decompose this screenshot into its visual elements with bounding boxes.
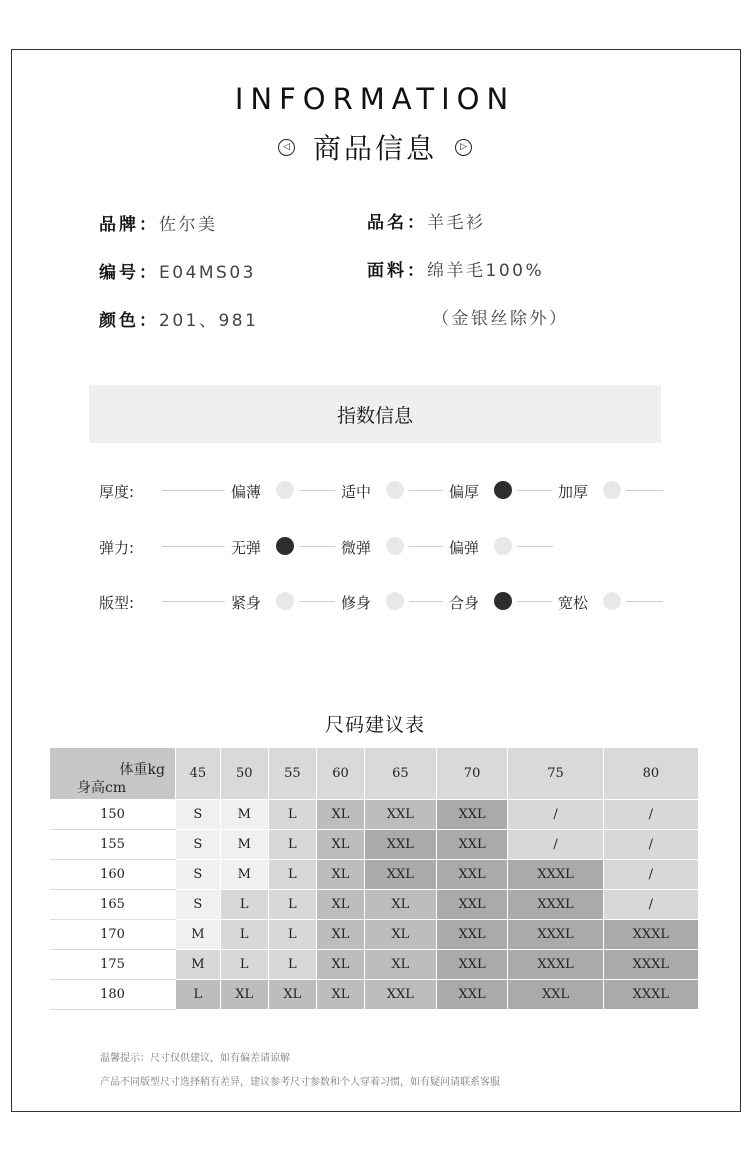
size-cell: XXXL [508,860,603,890]
selected-dot-icon [494,481,512,499]
code-info [99,258,256,283]
size-cell: L [268,800,316,830]
selected-dot-icon [494,592,512,610]
size-chart-corner [50,748,176,800]
size-chart-table [50,748,699,1010]
size-cell: XXL [436,980,508,1010]
size-cell: L [220,890,268,920]
color-info [99,306,258,331]
weight-header: 80 [603,748,698,800]
fabric-value: 绵羊毛100% [427,261,545,281]
size-cell: S [176,890,221,920]
size-cell: XXL [436,950,508,980]
size-cell: XL [365,890,437,920]
size-cell: XXL [365,800,437,830]
size-cell: XXXL [508,890,603,920]
weight-header: 45 [176,748,221,800]
size-cell: / [508,830,603,860]
brand-label: 品牌： [99,215,159,235]
index-option-label: 偏厚 [449,483,480,501]
size-cell: S [176,860,221,890]
brand-value: 佐尔美 [159,215,218,235]
size-cell: L [268,950,316,980]
size-cell: L [268,830,316,860]
selected-dot-icon [276,537,294,555]
name-value: 羊毛衫 [427,213,486,233]
index-option-label: 偏弹 [449,539,480,557]
height-header: 155 [50,830,176,860]
size-cell: XXL [436,890,508,920]
fabric-note-text: （金银丝除外） [432,309,569,329]
index-option-label: 修身 [341,594,372,612]
unselected-dot-icon [386,481,404,499]
color-value: 201、981 [159,311,259,331]
fabric-label: 面料： [367,261,427,281]
corner-weight-label: 体重kg [119,762,165,778]
unselected-dot-icon [386,592,404,610]
size-cell: L [220,950,268,980]
title-chinese-row [0,127,750,167]
size-cell: L [268,860,316,890]
size-disclaimer-note: 产品不同版型尺寸选择稍有差异，建议参考尺寸参数和个人穿着习惯，如有疑问请联系客服 [100,1077,500,1088]
table-row [50,920,699,950]
size-cell: XXL [508,980,603,1010]
size-cell: L [268,920,316,950]
size-cell: L [176,980,221,1010]
size-cell: XXL [436,920,508,950]
size-cell: / [603,830,698,860]
height-header: 160 [50,860,176,890]
unselected-dot-icon [603,592,621,610]
fabric-note [432,304,569,329]
size-cell: XXXL [603,950,698,980]
table-row [50,800,699,830]
size-cell: XXXL [603,920,698,950]
size-cell: S [176,800,221,830]
index-option-label: 合身 [449,594,480,612]
index-row-label: 版型: [99,594,135,612]
weight-header: 60 [316,748,364,800]
size-cell: XXL [365,830,437,860]
corner-height-label: 身高cm [77,780,127,796]
size-cell: XL [316,830,364,860]
title-chinese: 商品信息 [312,132,437,165]
size-cell: XXXL [508,920,603,950]
height-header: 170 [50,920,176,950]
height-header: 150 [50,800,176,830]
size-cell: XL [316,860,364,890]
size-cell: XL [316,890,364,920]
code-value: E04MS03 [159,263,256,283]
size-cell: XL [220,980,268,1010]
size-cell: / [508,800,603,830]
size-cell: XL [268,980,316,1010]
index-option-label: 适中 [341,483,372,501]
size-cell: L [220,920,268,950]
name-info [367,208,486,233]
size-cell: XL [316,980,364,1010]
size-cell: XL [316,800,364,830]
index-option-label: 加厚 [558,483,589,501]
size-cell: XXL [436,800,508,830]
size-cell: XXXL [603,980,698,1010]
index-option-label: 偏薄 [231,483,262,501]
index-option-label: 紧身 [231,594,262,612]
size-chart-body [50,800,699,1010]
size-cell: M [220,800,268,830]
unselected-dot-icon [276,481,294,499]
fabric-info [367,256,544,281]
size-cell: S [176,830,221,860]
weight-header: 65 [365,748,437,800]
unselected-dot-icon [494,537,512,555]
size-cell: XL [316,920,364,950]
index-row-label: 厚度: [99,483,135,501]
table-row [50,830,699,860]
index-section-header [89,385,661,443]
code-label: 编号： [99,263,159,283]
size-cell: M [220,860,268,890]
index-section-title: 指数信息 [336,404,413,427]
size-chart-header-row [50,748,699,800]
brand-info [99,210,218,235]
height-header: 175 [50,950,176,980]
weight-header: 55 [268,748,316,800]
size-cell: XL [365,920,437,950]
size-cell: M [176,950,221,980]
index-option-label: 微弹 [341,539,372,557]
size-cell: XXL [436,830,508,860]
height-header: 180 [50,980,176,1010]
size-cell: L [268,890,316,920]
size-cell: / [603,890,698,920]
index-row-label: 弹力: [99,539,135,557]
size-cell: XXXL [508,950,603,980]
size-cell: / [603,860,698,890]
left-arrow-icon: ◁ [278,139,295,156]
unselected-dot-icon [276,592,294,610]
right-arrow-icon: ▷ [455,139,472,156]
weight-header: 75 [508,748,603,800]
table-row [50,950,699,980]
index-option-label: 无弹 [231,539,262,557]
index-option-label: 宽松 [558,594,589,612]
unselected-dot-icon [386,537,404,555]
height-header: 165 [50,890,176,920]
size-cell: M [220,830,268,860]
size-chart-title: 尺码建议表 [324,714,425,736]
size-cell: XL [316,950,364,980]
weight-header: 70 [436,748,508,800]
size-cell: M [176,920,221,950]
name-label: 品名： [367,213,427,233]
size-cell: XL [365,950,437,980]
table-row [50,890,699,920]
size-cell: XXL [436,860,508,890]
title-english: INFORMATION [234,82,516,116]
unselected-dot-icon [603,481,621,499]
size-cell: / [603,800,698,830]
size-cell: XXL [365,980,437,1010]
table-row [50,860,699,890]
size-cell: XXL [365,860,437,890]
table-row [50,980,699,1010]
weight-header: 50 [220,748,268,800]
color-label: 颜色： [99,311,159,331]
tip-note: 温馨提示：尺寸仅供建议，如有偏差请谅解 [100,1053,290,1064]
